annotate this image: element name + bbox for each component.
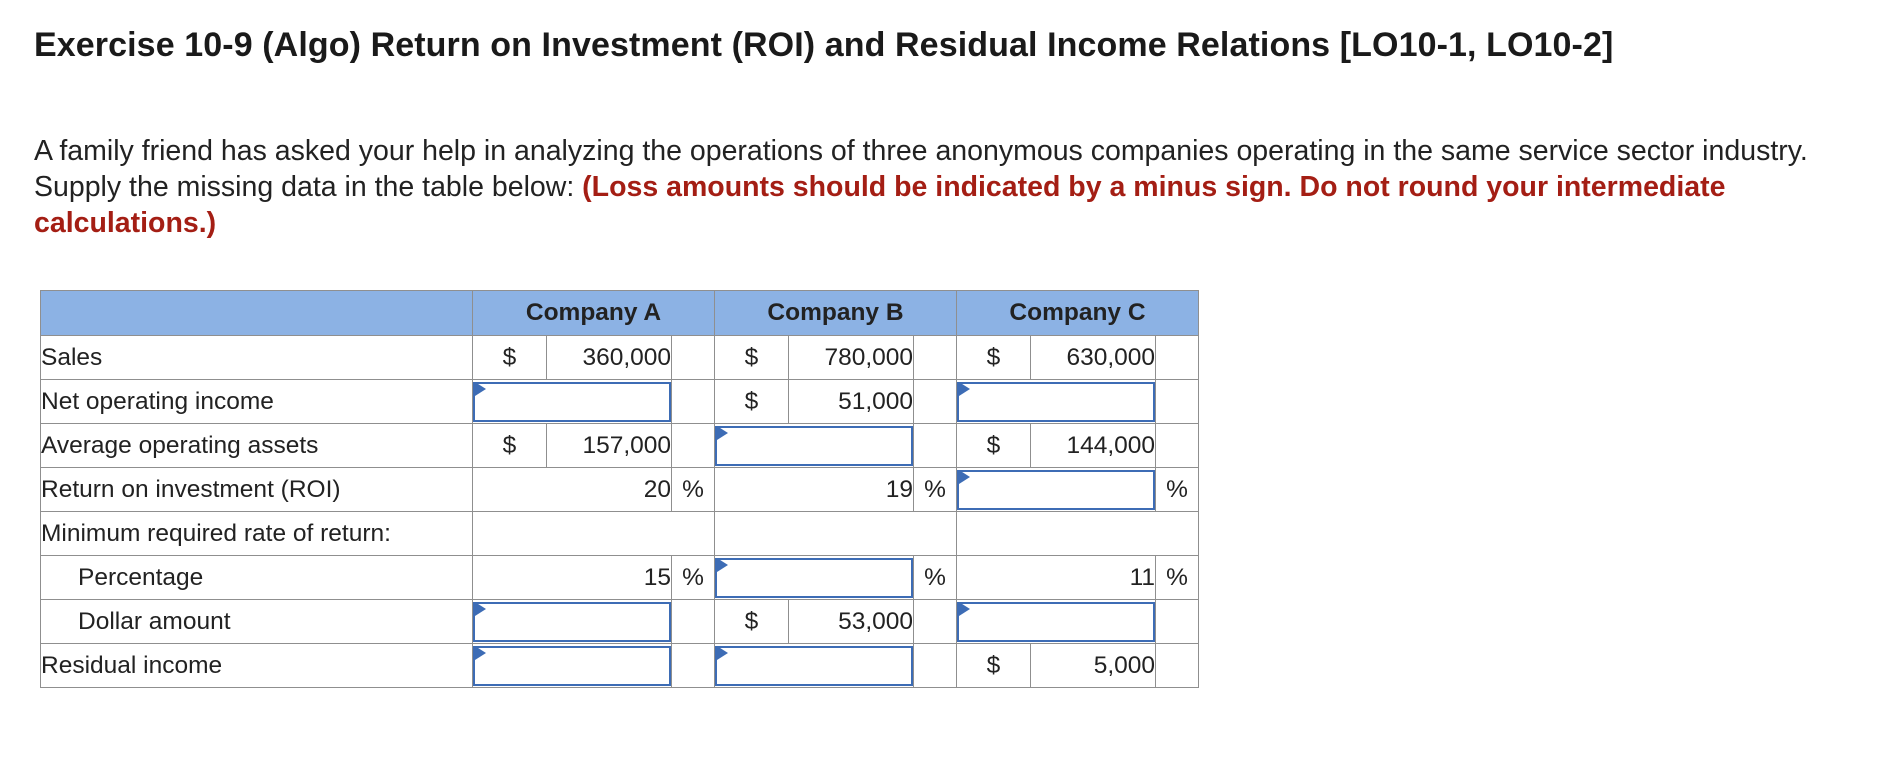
roi-company-b-value: 19 [715,468,914,512]
table-row-minimum-required [41,512,1199,556]
table-row-sales [41,336,1199,380]
empty-cell [672,380,715,424]
currency-symbol: $ [957,336,1031,380]
table-row-residual-income [41,644,1199,688]
dollar-amount-company-c-input[interactable] [957,602,1155,642]
header-company-b: Company B [715,291,957,336]
empty-cell [1156,336,1199,380]
empty-cell [715,512,957,556]
empty-cell [672,336,715,380]
percent-symbol: % [672,556,715,600]
empty-cell [1156,644,1199,688]
empty-cell [672,644,715,688]
table-row-average-operating-assets [41,424,1199,468]
sales-company-b-value: 780,000 [789,336,914,380]
row-label-average-operating-assets: Average operating assets [41,424,473,468]
table-header-row [41,291,1199,336]
currency-symbol: $ [715,380,789,424]
answer-flag-icon [475,382,486,396]
answer-flag-icon [959,470,970,484]
row-label-net-operating-income: Net operating income [41,380,473,424]
row-label-roi: Return on investment (ROI) [41,468,473,512]
row-label-residual-income: Residual income [41,644,473,688]
prompt-text: A family friend has asked your help in analyzing the operations of three anonymous companies operating in the same service sector industry. Supply the missing data in the table below: [34,135,1808,203]
noi-company-b-value: 51,000 [789,380,914,424]
percent-symbol: % [1156,468,1199,512]
percent-symbol: % [1156,556,1199,600]
row-label-sales: Sales [41,336,473,380]
exercise-title: Exercise 10-9 (Algo) Return on Investment (ROI) and Residual Income Relations [LO10-1, LO10-2] [34,26,1614,64]
assets-company-c-value: 144,000 [1031,424,1156,468]
answer-flag-icon [475,646,486,660]
table-row-percentage [41,556,1199,600]
table-row-dollar-amount [41,600,1199,644]
percentage-company-a-value: 15 [473,556,672,600]
answer-flag-icon [717,558,728,572]
percentage-company-b-cell [715,556,914,600]
empty-cell [914,600,957,644]
table-row-net-operating-income [41,380,1199,424]
assets-company-b-cell [715,424,914,468]
currency-symbol: $ [715,336,789,380]
percent-symbol: % [672,468,715,512]
row-label-percentage: Percentage [41,556,473,600]
empty-cell [914,424,957,468]
prompt-instruction: (Loss amounts should be indicated by a minus sign. Do not round your intermediate calculations.) [34,171,1726,239]
dollar-amount-company-c-cell [957,600,1156,644]
empty-cell [1156,424,1199,468]
sales-company-c-value: 630,000 [1031,336,1156,380]
residual-income-company-b-cell [715,644,914,688]
assets-company-a-value: 157,000 [547,424,672,468]
header-blank-cell [41,291,473,336]
currency-symbol: $ [957,424,1031,468]
empty-cell [914,336,957,380]
dollar-amount-company-a-input[interactable] [473,602,671,642]
empty-cell [1156,380,1199,424]
answer-flag-icon [959,382,970,396]
residual-income-company-a-input[interactable] [473,646,671,686]
row-label-minimum-required: Minimum required rate of return: [41,512,473,556]
roi-company-c-cell [957,468,1156,512]
empty-cell [473,512,715,556]
percentage-company-b-input[interactable] [715,558,913,598]
empty-cell [957,512,1199,556]
answer-flag-icon [475,602,486,616]
empty-cell [672,600,715,644]
empty-cell [672,424,715,468]
answer-flag-icon [959,602,970,616]
currency-symbol: $ [473,424,547,468]
data-table [40,290,1199,688]
noi-company-a-input[interactable] [473,382,671,422]
residual-income-company-a-cell [473,644,672,688]
percent-symbol: % [914,468,957,512]
residual-income-company-b-input[interactable] [715,646,913,686]
empty-cell [1156,600,1199,644]
noi-company-a-cell [473,380,672,424]
dollar-amount-company-a-cell [473,600,672,644]
sales-company-a-value: 360,000 [547,336,672,380]
dollar-amount-company-b-value: 53,000 [789,600,914,644]
percent-symbol: % [914,556,957,600]
residual-income-company-c-value: 5,000 [1031,644,1156,688]
percentage-company-c-value: 11 [957,556,1156,600]
header-company-c: Company C [957,291,1199,336]
noi-company-c-input[interactable] [957,382,1155,422]
empty-cell [914,644,957,688]
table-row-roi [41,468,1199,512]
exercise-prompt [34,133,1884,241]
currency-symbol: $ [473,336,547,380]
currency-symbol: $ [957,644,1031,688]
answer-flag-icon [717,426,728,440]
currency-symbol: $ [715,600,789,644]
roi-company-c-input[interactable] [957,470,1155,510]
noi-company-c-cell [957,380,1156,424]
roi-company-a-value: 20 [473,468,672,512]
answer-flag-icon [717,646,728,660]
assets-company-b-input[interactable] [715,426,913,466]
header-company-a: Company A [473,291,715,336]
empty-cell [914,380,957,424]
row-label-dollar-amount: Dollar amount [41,600,473,644]
